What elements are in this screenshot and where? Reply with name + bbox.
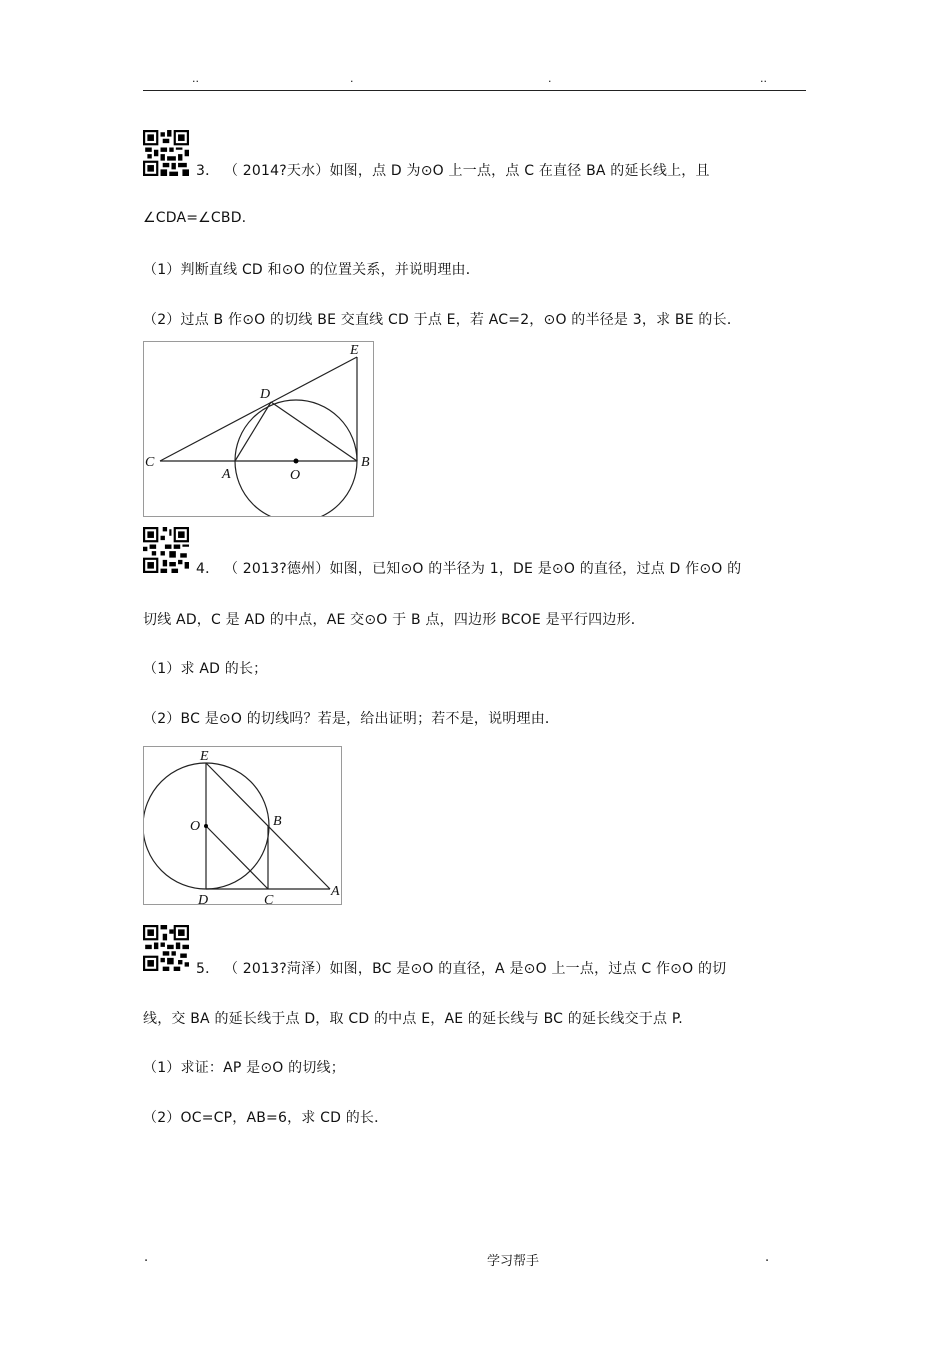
label-b: B xyxy=(361,455,370,470)
problem-4-figure xyxy=(143,746,342,905)
problem-5-line-3: （1）求证：AP 是⊙O 的切线； xyxy=(143,1060,345,1076)
problem-4-line-4: （2）BC 是⊙O 的切线吗？若是，给出证明；若不是，说明理由． xyxy=(143,711,560,727)
footer-center: 学习帮手 xyxy=(487,1254,540,1269)
qr-code-icon xyxy=(143,527,189,573)
label-o: O xyxy=(290,468,301,483)
header-mark-4: .. xyxy=(760,72,767,85)
problem-3-line-1: 3． （ 2014?天水）如图，点 D 为⊙O 上一点，点 C 在直径 BA 的延长线上，且 xyxy=(196,163,710,179)
problem-3-line-2: ∠CDA=∠CBD. xyxy=(143,210,247,226)
problem-5-line-2: 线，交 BA 的延长线于点 D，取 CD 的中点 E，AE 的延长线与 BC 的延长线交于点 P. xyxy=(143,1011,683,1027)
label-d: D xyxy=(260,387,271,402)
footer-left: . xyxy=(144,1250,149,1265)
label-a: A xyxy=(331,884,340,899)
problem-4-line-1: 4． （ 2013?德州）如图，已知⊙O 的半径为 1，DE 是⊙O 的直径，过点 D 作⊙O 的 xyxy=(196,561,742,577)
label-e: E xyxy=(200,749,209,764)
header-mark-2: . xyxy=(350,72,354,85)
problem-3-figure xyxy=(143,341,374,517)
problem-4-line-3: （1）求 AD 的长； xyxy=(143,661,268,677)
header-rule xyxy=(143,90,806,91)
qr-code-icon xyxy=(143,925,189,971)
label-a: A xyxy=(222,467,231,482)
problem-3-line-4: （2）过点 B 作⊙O 的切线 BE 交直线 CD 于点 E，若 AC=2，⊙O 的半径是 3，求 BE 的长． xyxy=(143,312,742,328)
label-d: D xyxy=(198,893,209,905)
label-c: C xyxy=(264,893,274,905)
label-b: B xyxy=(273,814,282,829)
problem-5-line-4: （2）OC=CP，AB=6，求 CD 的长． xyxy=(143,1110,389,1126)
footer-right: . xyxy=(765,1250,770,1265)
label-o: O xyxy=(190,819,201,834)
header-mark-1: .. xyxy=(192,72,199,85)
problem-3-line-3: （1）判断直线 CD 和⊙O 的位置关系，并说明理由． xyxy=(143,262,480,278)
label-c: C xyxy=(145,455,155,470)
problem-5-line-1: 5． （ 2013?菏泽）如图，BC 是⊙O 的直径，A 是⊙O 上一点，过点 C 作⊙O 的切 xyxy=(196,961,727,977)
problem-4-line-2: 切线 AD，C 是 AD 的中点，AE 交⊙O 于 B 点，四边形 BCOE 是平行四边形． xyxy=(143,612,645,628)
label-e: E xyxy=(350,343,359,358)
header-mark-3: . xyxy=(548,72,552,85)
qr-code-icon xyxy=(143,130,189,176)
